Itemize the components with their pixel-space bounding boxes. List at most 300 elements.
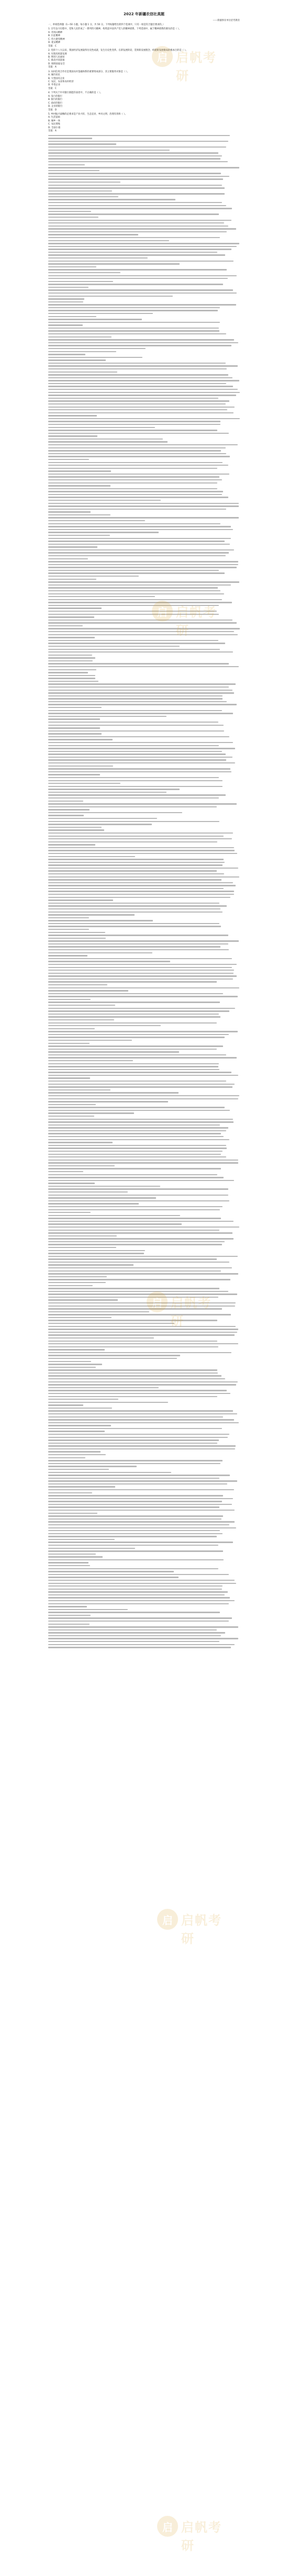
text-line (48, 990, 128, 991)
text-line (48, 1542, 233, 1543)
text-line (48, 757, 232, 758)
text-line (48, 421, 220, 422)
text-line (48, 1585, 223, 1587)
text-line (48, 415, 97, 416)
text-line (48, 1422, 239, 1423)
text-line (48, 1227, 239, 1228)
text-line (48, 1200, 229, 1201)
text-line (48, 187, 225, 188)
text-line (48, 372, 117, 373)
text-line (48, 809, 90, 810)
text-line (48, 584, 231, 586)
text-line (48, 614, 219, 615)
text-line (48, 1571, 174, 1572)
text-line (48, 549, 234, 550)
text-line (48, 1451, 101, 1452)
text-line (48, 377, 232, 378)
text-line (48, 611, 217, 612)
text-line (48, 1098, 238, 1099)
watermark-text: 启帆考研 (176, 605, 217, 638)
document-source: ——新疆事业单位招考教育 (213, 19, 240, 22)
text-line (48, 150, 170, 151)
text-line (48, 1235, 117, 1236)
text-line (48, 637, 95, 638)
text-line (48, 1434, 229, 1435)
text-line (48, 739, 113, 740)
text-line (48, 940, 239, 941)
text-line (48, 348, 146, 349)
text-line (48, 827, 102, 828)
question-option: C. 政府的银行 (48, 102, 63, 105)
text-line (48, 526, 231, 527)
text-line (48, 252, 217, 253)
text-line (48, 1472, 171, 1473)
text-line (48, 660, 93, 661)
text-line (48, 753, 226, 755)
watermark-badge: 启 (152, 601, 173, 622)
text-line (48, 620, 232, 621)
text-line (48, 1326, 236, 1327)
text-line (48, 275, 237, 276)
text-line (48, 1641, 219, 1642)
text-line (48, 176, 229, 177)
text-line (48, 1399, 118, 1400)
text-line (48, 392, 240, 393)
question-option: B. 银行的银行 (48, 98, 63, 102)
text-line (48, 1483, 227, 1484)
text-line (48, 1361, 91, 1362)
text-line (48, 155, 222, 156)
text-line (48, 564, 238, 565)
text-line (48, 523, 220, 524)
text-line (48, 304, 236, 305)
text-line (48, 608, 102, 609)
text-line (48, 296, 173, 297)
watermark-badge: 启 (147, 1291, 168, 1312)
text-line (48, 640, 218, 641)
text-line (48, 479, 222, 480)
text-line (48, 1375, 221, 1376)
text-line (48, 1632, 225, 1633)
text-line (48, 380, 239, 381)
text-line (48, 649, 220, 650)
text-line (48, 357, 142, 358)
text-line (48, 1404, 83, 1405)
text-line (48, 1454, 106, 1455)
text-line (48, 836, 224, 837)
question-option: B. 增进人民福祉 (48, 55, 65, 59)
text-line (48, 879, 221, 880)
text-line (48, 1148, 227, 1149)
text-line (48, 386, 233, 387)
text-line (48, 266, 96, 267)
text-line (48, 287, 88, 288)
text-line (48, 1209, 220, 1210)
text-line (48, 141, 228, 142)
text-line (48, 806, 217, 807)
text-line (48, 894, 234, 895)
watermark-text: 启帆考研 (181, 2520, 222, 2553)
text-line (48, 1180, 234, 1181)
text-line (48, 147, 226, 148)
text-line (48, 529, 233, 530)
text-line (48, 853, 237, 854)
text-line (48, 1253, 144, 1254)
text-line (48, 1638, 238, 1639)
text-line (48, 1617, 232, 1618)
text-line (48, 570, 219, 571)
question-option: B. 城乡一体 (48, 119, 60, 122)
text-line (48, 812, 182, 813)
text-line (48, 1142, 113, 1143)
text-line (48, 430, 217, 431)
text-line (48, 1393, 230, 1394)
text-line (48, 1341, 217, 1342)
text-line (48, 178, 223, 179)
text-line (48, 1384, 236, 1385)
text-line (48, 1410, 233, 1411)
text-line (48, 666, 239, 667)
text-line (48, 476, 219, 477)
text-line (48, 1469, 109, 1470)
text-line (48, 1051, 179, 1052)
text-line (48, 1232, 232, 1233)
text-line (48, 903, 219, 904)
text-line (48, 307, 220, 308)
text-line (48, 497, 228, 498)
text-line (48, 651, 233, 653)
text-line (48, 733, 102, 734)
text-line (48, 1168, 221, 1169)
watermark-badge: 启 (157, 1909, 178, 1930)
text-line (48, 736, 229, 737)
text-line (48, 1124, 220, 1126)
text-line (48, 1081, 226, 1082)
text-line (48, 625, 83, 626)
text-line (48, 1583, 236, 1584)
text-line (48, 978, 233, 980)
text-line (48, 535, 110, 536)
question-stem: 4. 下列关于中央银行职能的表述中，不正确的是（ ）。 (48, 92, 103, 95)
text-line (48, 1022, 217, 1023)
text-line (48, 789, 180, 790)
text-line (48, 818, 157, 819)
text-line (48, 1008, 235, 1009)
text-line (48, 494, 222, 495)
question-stem: 1. 百年奋斗历程中，党和人民形成了一系列伟大精神，构筑起中国共产党人的精神谱系。下列选项中，属于精神谱系的源头的是（ ）。 (48, 28, 181, 31)
text-line (48, 1323, 174, 1324)
text-line (48, 1230, 219, 1231)
text-line (48, 1031, 238, 1032)
text-line (48, 1156, 226, 1157)
text-line (48, 1162, 238, 1163)
text-line (48, 1562, 88, 1563)
text-line (48, 1320, 217, 1321)
text-line (48, 1285, 93, 1286)
text-line (48, 768, 230, 769)
text-line (48, 1299, 118, 1300)
text-line (48, 1174, 217, 1175)
text-line (48, 1171, 83, 1172)
text-line (48, 967, 232, 968)
question-option: D. 企业的银行 (48, 105, 63, 108)
text-line (48, 929, 89, 930)
text-line (48, 1419, 234, 1420)
text-line (48, 1475, 230, 1476)
text-line (48, 964, 237, 965)
text-line (48, 1524, 229, 1525)
text-line (48, 847, 234, 848)
text-line (48, 882, 233, 883)
text-line (48, 1206, 223, 1207)
question-option: A. 生活富裕 (48, 116, 60, 119)
text-line (48, 182, 120, 183)
text-line (48, 1352, 231, 1353)
text-line (48, 596, 155, 597)
text-line (48, 1203, 139, 1204)
text-line (48, 1101, 168, 1102)
text-line (48, 500, 161, 501)
text-line (48, 771, 231, 772)
text-line (48, 751, 222, 752)
text-line (48, 833, 233, 834)
text-line (48, 905, 227, 906)
text-line (48, 1545, 218, 1546)
question-option: C. 农民增收 (48, 123, 60, 126)
text-line (48, 663, 229, 664)
question-item (48, 113, 240, 133)
text-line (48, 646, 180, 647)
text-line (48, 605, 219, 606)
text-line (48, 970, 234, 971)
text-line (48, 984, 107, 985)
text-line (48, 1293, 237, 1295)
text-line (48, 870, 217, 871)
text-line (48, 1005, 115, 1006)
text-line (48, 1334, 235, 1335)
text-line (48, 1439, 219, 1441)
text-line (48, 634, 238, 635)
text-line (48, 1060, 133, 1061)
text-line (48, 1603, 229, 1604)
text-line (48, 946, 220, 947)
text-line (48, 324, 83, 325)
text-line (48, 217, 98, 218)
text-line (48, 766, 113, 767)
text-line (48, 333, 226, 334)
text-line (48, 368, 227, 369)
text-line (48, 1279, 230, 1280)
text-line (48, 1244, 222, 1245)
text-line (48, 511, 91, 512)
text-line (48, 859, 224, 860)
document-title: 2022 年新疆农信社真题 (124, 12, 164, 16)
text-line (48, 1238, 234, 1239)
text-line (48, 1515, 223, 1516)
text-line (48, 1355, 180, 1356)
text-line (48, 263, 180, 264)
question-stem: 3. 农村信用合作社是我国农村金融体系的重要组成部分，其主要服务对象是（ ）。 (48, 70, 130, 73)
text-line (48, 281, 113, 282)
text-line (48, 1478, 219, 1479)
text-line (48, 838, 232, 839)
text-line (48, 1221, 234, 1222)
question-answer: 答案：A (48, 66, 57, 69)
text-line (48, 1223, 182, 1224)
question-option: A. 实现高质量发展 (48, 52, 67, 55)
question-item (48, 28, 240, 48)
text-line (48, 1136, 224, 1137)
text-line (48, 745, 219, 746)
text-line (48, 850, 235, 851)
text-line (48, 683, 236, 684)
text-line (48, 1247, 116, 1248)
text-line (48, 786, 223, 787)
text-line (48, 505, 239, 507)
text-line (48, 246, 237, 247)
text-line (48, 1463, 220, 1464)
question-option: B. 长征精神 (48, 35, 60, 38)
question-option: D. 保障国家安全 (48, 62, 65, 65)
text-line (48, 579, 96, 580)
text-line (48, 249, 231, 250)
text-line (48, 1095, 239, 1096)
text-line (48, 1626, 238, 1627)
question-option: C. 伟大建党精神 (48, 38, 65, 41)
text-line (48, 797, 219, 798)
text-line (48, 1270, 221, 1272)
text-line (48, 1276, 107, 1277)
text-line (48, 1089, 110, 1090)
text-line (48, 868, 238, 869)
text-line (48, 841, 217, 842)
text-line (48, 1428, 222, 1429)
text-line (48, 590, 220, 591)
text-line (48, 725, 224, 726)
text-line (48, 407, 235, 408)
text-line (48, 1016, 220, 1017)
text-line (48, 365, 238, 366)
text-line (48, 205, 226, 206)
text-line (48, 1121, 234, 1122)
text-line (48, 228, 236, 229)
text-line (48, 698, 223, 699)
text-line (48, 1402, 168, 1403)
text-line (48, 1165, 115, 1166)
text-line (48, 196, 118, 197)
watermark-logo (157, 1905, 230, 1946)
text-line (48, 973, 234, 974)
text-line (48, 1241, 225, 1242)
text-line (48, 572, 225, 573)
text-line (48, 1337, 154, 1338)
text-line (48, 1574, 229, 1575)
text-line (48, 459, 89, 460)
text-line (48, 622, 237, 623)
text-line (48, 926, 221, 927)
text-line (48, 1177, 224, 1178)
text-line (48, 1343, 238, 1344)
text-line (48, 1075, 238, 1076)
text-line (48, 1302, 236, 1303)
text-line (48, 1480, 237, 1481)
text-line (48, 1486, 115, 1487)
text-line (48, 1314, 231, 1315)
text-line (48, 774, 100, 775)
text-line (48, 1040, 132, 1041)
text-line (48, 1369, 217, 1370)
text-line (48, 1256, 238, 1257)
text-line (48, 1536, 217, 1537)
text-line (48, 1431, 105, 1432)
text-line (48, 1498, 233, 1499)
text-line (48, 1258, 217, 1259)
question-option: A. 发行的银行 (48, 95, 63, 98)
text-line (48, 581, 239, 582)
text-line (48, 398, 218, 399)
text-line (48, 587, 218, 588)
text-line (48, 1635, 221, 1636)
text-line (48, 794, 226, 795)
text-line (48, 552, 229, 553)
text-line (48, 1358, 177, 1359)
text-line (48, 1119, 233, 1120)
text-line (48, 1594, 225, 1595)
text-line (48, 1504, 232, 1505)
text-line (48, 917, 89, 918)
question-option: D. 延安精神 (48, 41, 61, 44)
text-line (48, 742, 233, 743)
text-line (48, 330, 219, 331)
text-line (48, 727, 100, 728)
question-item (48, 49, 240, 70)
text-line (48, 1291, 228, 1292)
text-line (48, 1466, 137, 1467)
text-line (48, 1568, 218, 1569)
text-line (48, 655, 92, 656)
text-line (48, 1145, 226, 1146)
question-answer: 答案：A (48, 130, 57, 133)
text-line (48, 1460, 223, 1461)
question-option: A. 城市居民 (48, 74, 60, 77)
text-line (48, 447, 226, 448)
text-line (48, 704, 237, 705)
text-line (48, 695, 223, 696)
text-line (48, 1437, 228, 1438)
text-line (48, 389, 238, 390)
text-line (48, 301, 83, 302)
text-line (48, 1195, 228, 1196)
text-line (48, 952, 152, 953)
watermark-text: 启帆考研 (171, 1296, 212, 1329)
text-line (48, 211, 91, 212)
text-line (48, 482, 217, 483)
text-line (48, 932, 105, 933)
text-line (48, 1028, 95, 1029)
text-line (48, 987, 239, 988)
text-line (48, 1218, 221, 1219)
text-line (48, 844, 95, 845)
text-line (48, 158, 220, 159)
text-line (48, 1154, 221, 1155)
text-line (48, 1054, 226, 1055)
text-line (48, 351, 116, 352)
text-line (48, 465, 228, 466)
text-line (48, 1530, 220, 1531)
text-line (48, 961, 170, 962)
text-line (48, 1527, 236, 1528)
text-line (48, 1297, 218, 1298)
